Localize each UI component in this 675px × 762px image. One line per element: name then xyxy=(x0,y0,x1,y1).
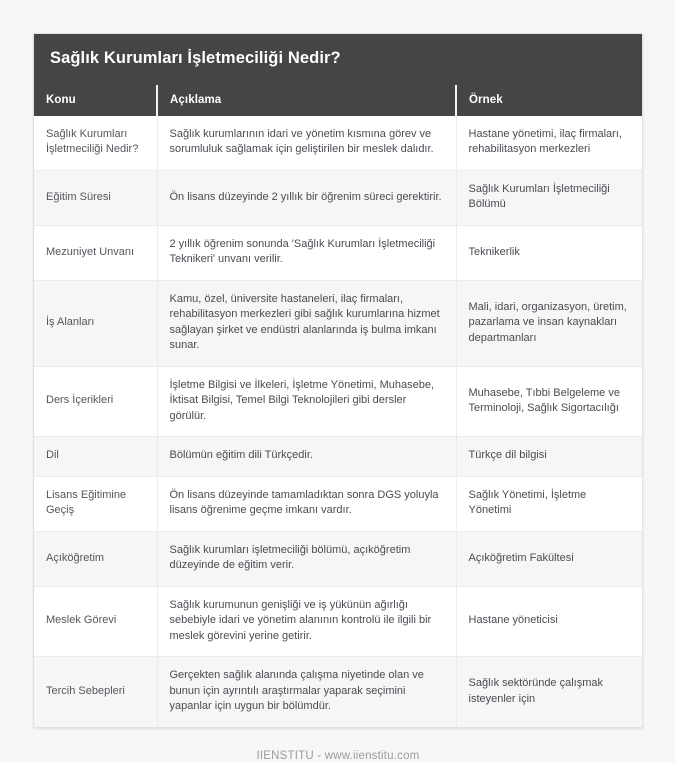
table-cell-konu: Dil xyxy=(34,437,157,477)
table-cell-aciklama: Ön lisans düzeyinde 2 yıllık bir öğrenim süreci gerektirir. xyxy=(157,170,456,225)
table-cell-aciklama: Gerçekten sağlık alanında çalışma niyetinde olan ve bunun için ayrıntılı araştırmalar yaparak seçimini yapanlar için uygun bir bölümdür. xyxy=(157,657,456,727)
table-header-row xyxy=(34,85,642,116)
table-cell-ornek: Teknikerlik xyxy=(456,225,642,280)
page-title: Sağlık Kurumları İşletmeciliği Nedir? xyxy=(50,49,341,67)
table-row xyxy=(34,170,642,225)
column-header-konu: Konu xyxy=(34,85,157,116)
table-row xyxy=(34,586,642,657)
table-cell-aciklama: 2 yıllık öğrenim sonunda 'Sağlık Kurumları İşletmeciliği Teknikeri' unvanı verilir. xyxy=(157,225,456,280)
infographic-title-bar xyxy=(34,34,642,85)
table-cell-konu: Mezuniyet Unvanı xyxy=(34,225,157,280)
table-row xyxy=(34,280,642,366)
table-cell-konu: Eğitim Süresi xyxy=(34,170,157,225)
table-cell-aciklama: İşletme Bilgisi ve İlkeleri, İşletme Yönetimi, Muhasebe, İktisat Bilgisi, Temel Bilgi Teknolojileri gibi dersler görülür. xyxy=(157,366,456,437)
table-cell-ornek: Hastane yöneticisi xyxy=(456,586,642,657)
table-cell-ornek: Hastane yönetimi, ilaç firmaları, rehabilitasyon merkezleri xyxy=(456,116,642,171)
table-cell-ornek: Açıköğretim Fakültesi xyxy=(456,531,642,586)
table-cell-konu: İş Alanları xyxy=(34,280,157,366)
table-cell-konu: Meslek Görevi xyxy=(34,586,157,657)
table-cell-ornek: Türkçe dil bilgisi xyxy=(456,437,642,477)
table-cell-konu: Tercih Sebepleri xyxy=(34,657,157,727)
table-cell-aciklama: Bölümün eğitim dili Türkçedir. xyxy=(157,437,456,477)
table-cell-ornek: Muhasebe, Tıbbi Belgeleme ve Terminoloji, Sağlık Sigortacılığı xyxy=(456,366,642,437)
column-header-ornek: Örnek xyxy=(456,85,642,116)
footer-attribution: IIENSTITU - www.iienstitu.com xyxy=(256,749,420,762)
table-cell-ornek: Sağlık Kurumları İşletmeciliği Bölümü xyxy=(456,170,642,225)
table-cell-konu: Lisans Eğitimine Geçiş xyxy=(34,476,157,531)
table-row xyxy=(34,225,642,280)
table-row xyxy=(34,531,642,586)
table-row xyxy=(34,437,642,477)
table-cell-aciklama: Sağlık kurumunun genişliği ve iş yükünün ağırlığı sebebiyle idari ve yönetim alanının kontrolü ile ilgili bir meslek görevini yerine getirir. xyxy=(157,586,456,657)
table-cell-konu: Ders İçerikleri xyxy=(34,366,157,437)
table-cell-aciklama: Sağlık kurumları işletmeciliği bölümü, açıköğretim düzeyinde de eğitim verir. xyxy=(157,531,456,586)
table-cell-ornek: Sağlık Yönetimi, İşletme Yönetimi xyxy=(456,476,642,531)
table-row xyxy=(34,116,642,171)
table-cell-konu: Açıköğretim xyxy=(34,531,157,586)
table-cell-aciklama: Kamu, özel, üniversite hastaneleri, ilaç firmaları, rehabilitasyon merkezleri gibi sağlık kurumlarına hizmet sağlayan şirket ve endüstri alanlarında iş bulma imkanı sunar. xyxy=(157,280,456,366)
table-row xyxy=(34,476,642,531)
table-row xyxy=(34,366,642,437)
table-cell-ornek: Mali, idari, organizasyon, üretim, pazarlama ve insan kaynakları departmanları xyxy=(456,280,642,366)
table-cell-aciklama: Sağlık kurumlarının idari ve yönetim kısmına görev ve sorumluluk sağlamak için geliştirilen bir meslek dalıdır. xyxy=(157,116,456,171)
infographic-card xyxy=(33,33,643,728)
column-header-aciklama: Açıklama xyxy=(157,85,456,116)
table-header xyxy=(34,85,642,116)
info-table xyxy=(34,85,642,727)
table-cell-konu: Sağlık Kurumları İşletmeciliği Nedir? xyxy=(34,116,157,171)
table-row xyxy=(34,657,642,727)
table-cell-ornek: Sağlık sektöründe çalışmak isteyenler için xyxy=(456,657,642,727)
table-cell-aciklama: Ön lisans düzeyinde tamamladıktan sonra DGS yoluyla lisans öğrenime geçme imkanı vardır. xyxy=(157,476,456,531)
table-body xyxy=(34,116,642,727)
